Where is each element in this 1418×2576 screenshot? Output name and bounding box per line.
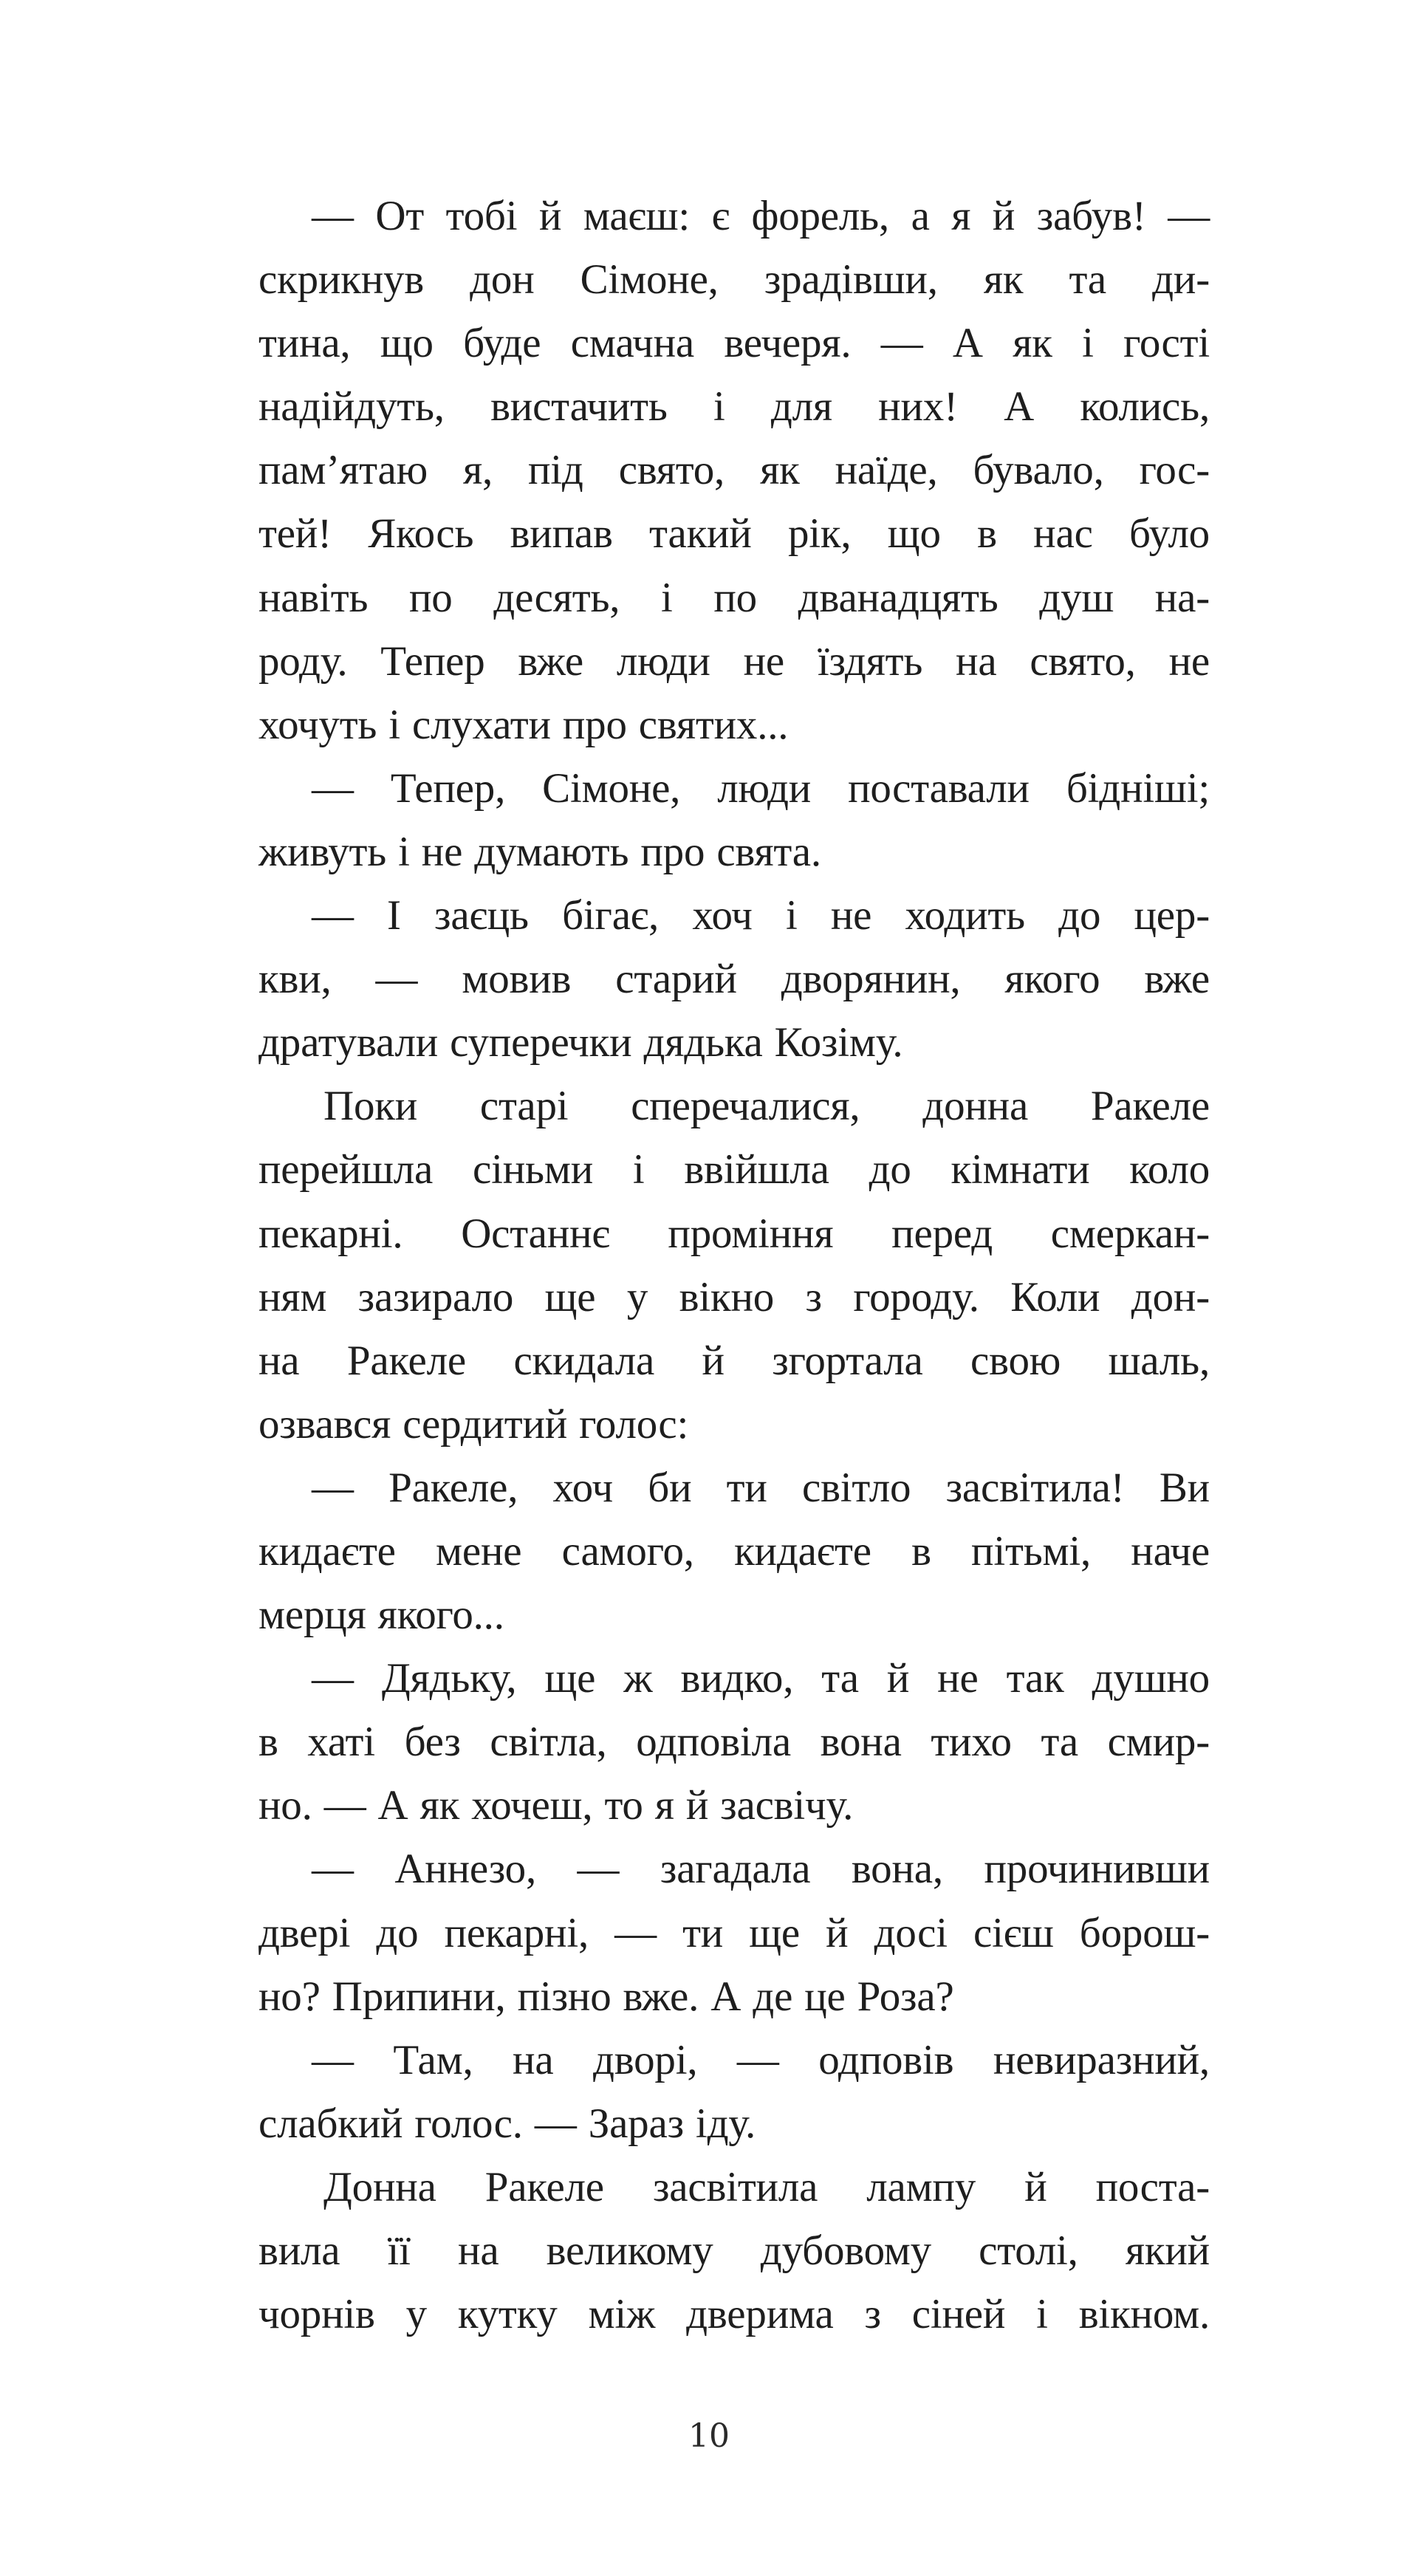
text-line: тей! Якось випав такий рік, що в нас було: [258, 510, 1210, 558]
text-line: кви, — мовив старий дворянин, якого вже: [258, 956, 1210, 1003]
text-line: роду. Тепер вже люди не їздять на свято, не: [258, 637, 1210, 685]
text-line: — Ракеле, хоч би ти світло засвітила! Ви: [312, 1464, 1210, 1511]
text-line: — Там, на дворі, — одповів невиразний,: [312, 2036, 1210, 2083]
text-line: озвався сердитий голос:: [258, 1400, 689, 1448]
text-line: чорнів у кутку між дверима з сіней і вікном.: [258, 2291, 1210, 2338]
text-line: но. — А як хочеш, то я й засвічу.: [258, 1782, 854, 1829]
text-line: — Дядьку, ще ж видко, та й не так душно: [312, 1655, 1210, 1702]
text-line: навіть по десять, і по дванадцять душ на-: [258, 574, 1210, 621]
body-text: [258, 185, 1210, 2346]
text-line: мерця якого...: [258, 1592, 504, 1639]
text-line: двері до пекарні, — ти ще й досі сієш борош-: [258, 1909, 1210, 1956]
text-line: пам’ятаю я, під свято, як наїде, бувало, гос-: [258, 447, 1210, 494]
text-line: перейшла сіньми і ввійшла до кімнати коло: [258, 1146, 1210, 1193]
text-line: в хаті без світла, одповіла вона тихо та смир-: [258, 1719, 1210, 1766]
page-number: 10: [688, 2417, 730, 2455]
text-line: живуть і не думають про свята.: [258, 828, 821, 875]
text-line: вила її на великому дубовому столі, який: [258, 2227, 1210, 2274]
text-line: кидаєте мене самого, кидаєте в пітьмі, наче: [258, 1527, 1210, 1575]
text-line: — От тобі й маєш: є форель, а я й забув! —: [312, 193, 1210, 239]
text-line: — Аннезо, — загадала вона, прочинивши: [312, 1846, 1210, 1893]
text-line: хочуть і слухати про святих...: [258, 701, 789, 748]
text-line: ням зазирало ще у вікно з городу. Коли дон-: [258, 1273, 1210, 1320]
text-line: надійдуть, вистачить і для них! А колись,: [258, 383, 1210, 431]
text-line: слабкий голос. — Зараз іду.: [258, 2100, 756, 2147]
text-line: на Ракеле скидала й згортала свою шаль,: [258, 1337, 1210, 1384]
text-line: Поки старі сперечалися, донна Ракеле: [323, 1083, 1210, 1130]
text-line: тина, що буде смачна вечеря. — А як і гості: [258, 320, 1210, 367]
text-line: но? Припини, пізно вже. А де це Роза?: [258, 1973, 954, 2020]
text-line: — Тепер, Сімоне, люди поставали бідніші;: [312, 764, 1210, 812]
text-line: — І заєць бігає, хоч і не ходить до цер-: [312, 892, 1210, 939]
text-line: Донна Ракеле засвітила лампу й поста-: [323, 2163, 1210, 2210]
text-line: скрикнув дон Сімоне, зрадівши, як та ди-: [258, 256, 1210, 304]
text-line: пекарні. Останнє проміння перед смеркан-: [258, 1210, 1210, 1257]
text-line: дратували суперечки дядька Козіму.: [258, 1019, 903, 1066]
